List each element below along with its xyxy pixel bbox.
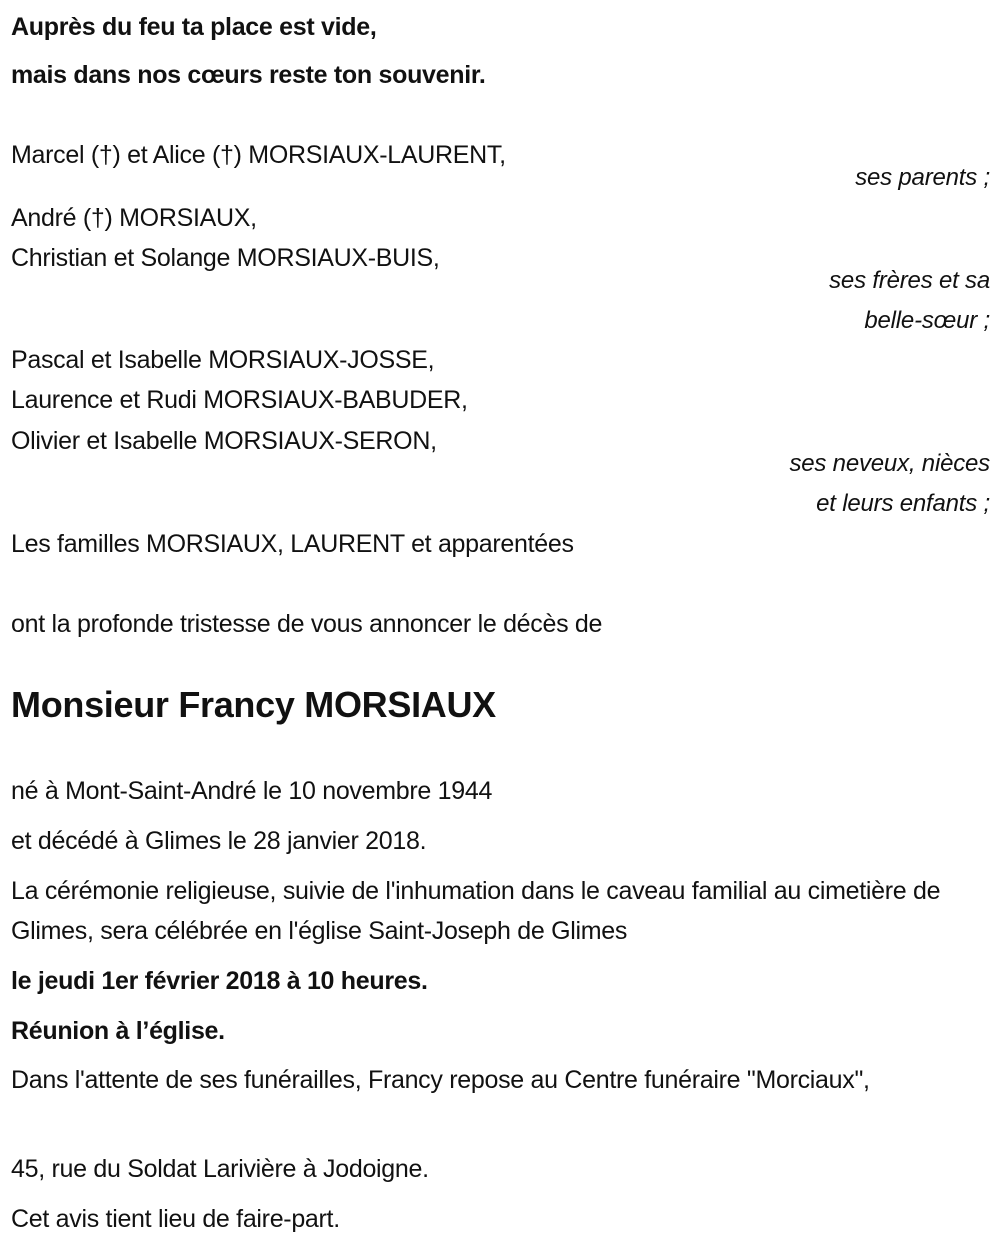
epigraph-line-1: Auprès du feu ta place est vide, bbox=[11, 13, 377, 41]
epigraph-line-2: mais dans nos cœurs reste ton souvenir. bbox=[11, 61, 486, 89]
rest-description: Dans l'attente de ses funérailles, Francy repose au Centre funéraire "Morciaux", bbox=[11, 1066, 870, 1094]
ceremony-datetime: le jeudi 1er février 2018 à 10 heures. bbox=[11, 967, 428, 995]
siblings-relation-line-1: ses frères et sa bbox=[829, 267, 990, 294]
parents-names: Marcel (†) et Alice (†) MORSIAUX-LAURENT, bbox=[11, 141, 506, 169]
nephew-name-2: Laurence et Rudi MORSIAUX-BABUDER, bbox=[11, 386, 468, 414]
parents-relation: ses parents ; bbox=[855, 164, 990, 191]
death-info: et décédé à Glimes le 28 janvier 2018. bbox=[11, 827, 427, 855]
ceremony-meeting: Réunion à l’église. bbox=[11, 1017, 225, 1045]
birth-info: né à Mont-Saint-André le 10 novembre 1944 bbox=[11, 777, 493, 805]
nephew-name-1: Pascal et Isabelle MORSIAUX-JOSSE, bbox=[11, 346, 435, 374]
nephews-relation-line-1: ses neveux, nièces bbox=[789, 450, 990, 477]
announcement-text: ont la profonde tristesse de vous annoncer le décès de bbox=[11, 610, 603, 638]
closing-text: Cet avis tient lieu de faire-part. bbox=[11, 1205, 340, 1233]
families-line: Les familles MORSIAUX, LAURENT et apparentées bbox=[11, 530, 574, 558]
deceased-name: Monsieur Francy MORSIAUX bbox=[11, 684, 496, 725]
siblings-relation-line-2: belle-sœur ; bbox=[864, 307, 990, 334]
nephews-relation-line-2: et leurs enfants ; bbox=[816, 490, 990, 517]
nephew-name-3: Olivier et Isabelle MORSIAUX-SERON, bbox=[11, 427, 437, 455]
sibling-name-1: André (†) MORSIAUX, bbox=[11, 204, 257, 232]
rest-address: 45, rue du Soldat Larivière à Jodoigne. bbox=[11, 1155, 429, 1183]
ceremony-description: La cérémonie religieuse, suivie de l'inhumation dans le caveau familial au cimetière de Glimes, sera célébrée en l'église Saint-Joseph de Glimes bbox=[11, 877, 941, 945]
sibling-name-2: Christian et Solange MORSIAUX-BUIS, bbox=[11, 244, 440, 272]
